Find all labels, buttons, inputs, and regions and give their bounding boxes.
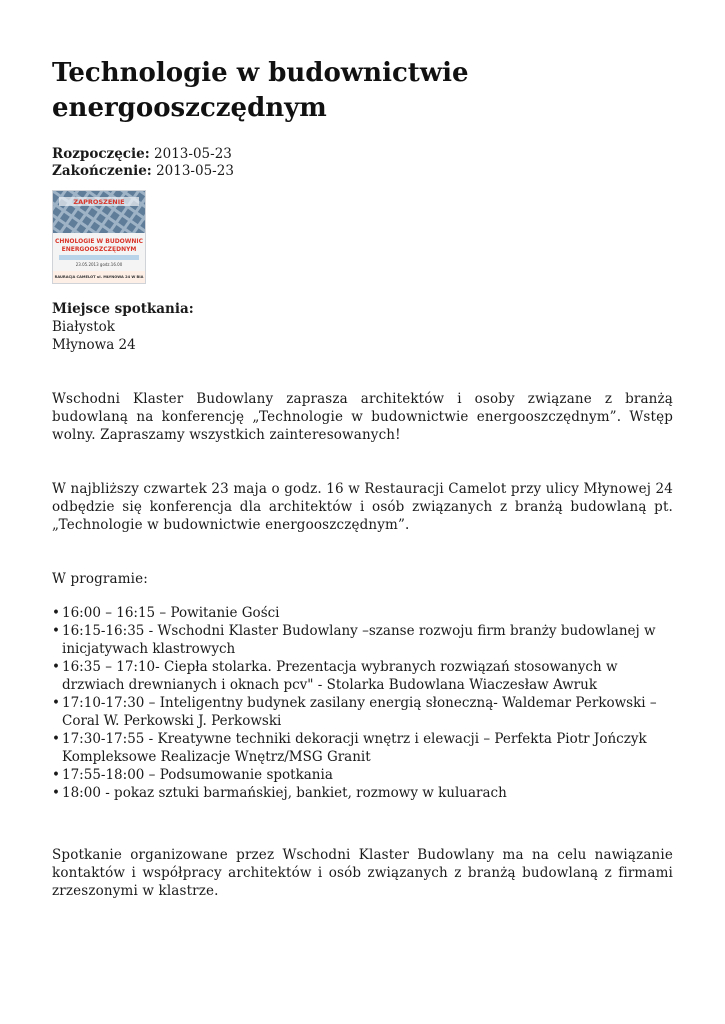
list-item [52, 730, 673, 766]
event-dates [52, 146, 673, 180]
venue-street: Młynowa 24 [52, 337, 136, 353]
program-item-text: 16:35 – 17:10- Ciepła stolarka. Prezentacja wybranych rozwiązań stosowanych w drzwiach drewnianych i oknach pcv" - Stolarka Budowlana Wiaczesław Awruk [62, 659, 618, 693]
list-item [52, 604, 673, 622]
bullet: • [52, 785, 60, 801]
program-item-text: 18:00 - pokaz sztuki barmańskiej, bankiet, rozmowy w kuluarach [62, 785, 507, 801]
thumbnail-banner: ZAPROSZENIE [73, 198, 125, 206]
program-item-text: 16:15-16:35 - Wschodni Klaster Budowlany –szanse rozwoju firm branży budowlanej w inicjatywach klastrowych [62, 623, 656, 657]
start-date [52, 146, 673, 163]
bullet: • [52, 659, 60, 675]
program-item-text: 17:30-17:55 - Kreatywne techniki dekoracji wnętrz i elewacji – Perfekta Piotr Jończyk Kompleksowe Realizacje Wnętrz/MSG Granit [62, 731, 647, 765]
program-list [52, 604, 673, 802]
list-item [52, 784, 673, 802]
program-item-text: 16:00 – 16:15 – Powitanie Gości [62, 605, 280, 621]
event-page [52, 56, 673, 900]
end-date-value: 2013-05-23 [156, 163, 234, 179]
end-date-label: Zakończenie: [52, 163, 152, 179]
thumbnail-line2: ENERGOOSZCZĘDNYM [61, 246, 137, 253]
bullet: • [52, 605, 60, 621]
invitation-thumbnail[interactable] [52, 190, 146, 284]
program-heading: W programie: [52, 571, 148, 587]
list-item [52, 658, 673, 694]
venue [52, 300, 673, 354]
closing-paragraph: Spotkanie organizowane przez Wschodni Klaster Budowlany ma na celu nawiązanie kontaktów i współpracy architektów i osób związanych z branżą budowlaną z firmami zrzeszonymi w klastrze. [52, 847, 673, 899]
thumbnail-date: 23.05.2013 godz.16.00 [75, 262, 123, 267]
venue-city: Białystok [52, 319, 115, 335]
thumbnail-line1: CHNOLOGIE W BUDOWNIC [54, 238, 144, 245]
page-title: Technologie w budownictwie energooszczędnym [52, 58, 469, 123]
list-item [52, 766, 673, 784]
end-date [52, 163, 673, 180]
thumbnail-bottom: RAURACJA CAMELOT ul. MŁYNOWA 24 W BIA [54, 275, 144, 279]
program-item-text: 17:55-18:00 – Podsumowanie spotkania [62, 767, 333, 783]
program-item-text: 17:10-17:30 – Inteligentny budynek zasilany energią słoneczną- Waldemar Perkowski –Coral W. Perkowski J. Perkowski [62, 695, 657, 729]
bullet: • [52, 695, 60, 711]
bullet: • [52, 731, 60, 747]
list-item [52, 622, 673, 658]
list-item [52, 694, 673, 730]
start-date-label: Rozpoczęcie: [52, 146, 150, 162]
invitation-image [53, 191, 145, 283]
details-paragraph: W najbliższy czwartek 23 maja o godz. 16 w Restauracji Camelot przy ulicy Młynowej 24 odbędzie się konferencja dla architektów i osób związanych z branżą budowlaną pt. „Technologie w budownictwie energooszczędnym”. [52, 481, 673, 533]
venue-label: Miejsce spotkania: [52, 301, 194, 317]
start-date-value: 2013-05-23 [154, 146, 232, 162]
bullet: • [52, 767, 60, 783]
bullet: • [52, 623, 60, 639]
intro-paragraph: Wschodni Klaster Budowlany zaprasza architektów i osoby związane z branżą budowlaną na konferencję „Technologie w budownictwie energooszczędnym”. Wstęp wolny. Zapraszamy wszystkich zainteresowanych! [52, 391, 673, 443]
